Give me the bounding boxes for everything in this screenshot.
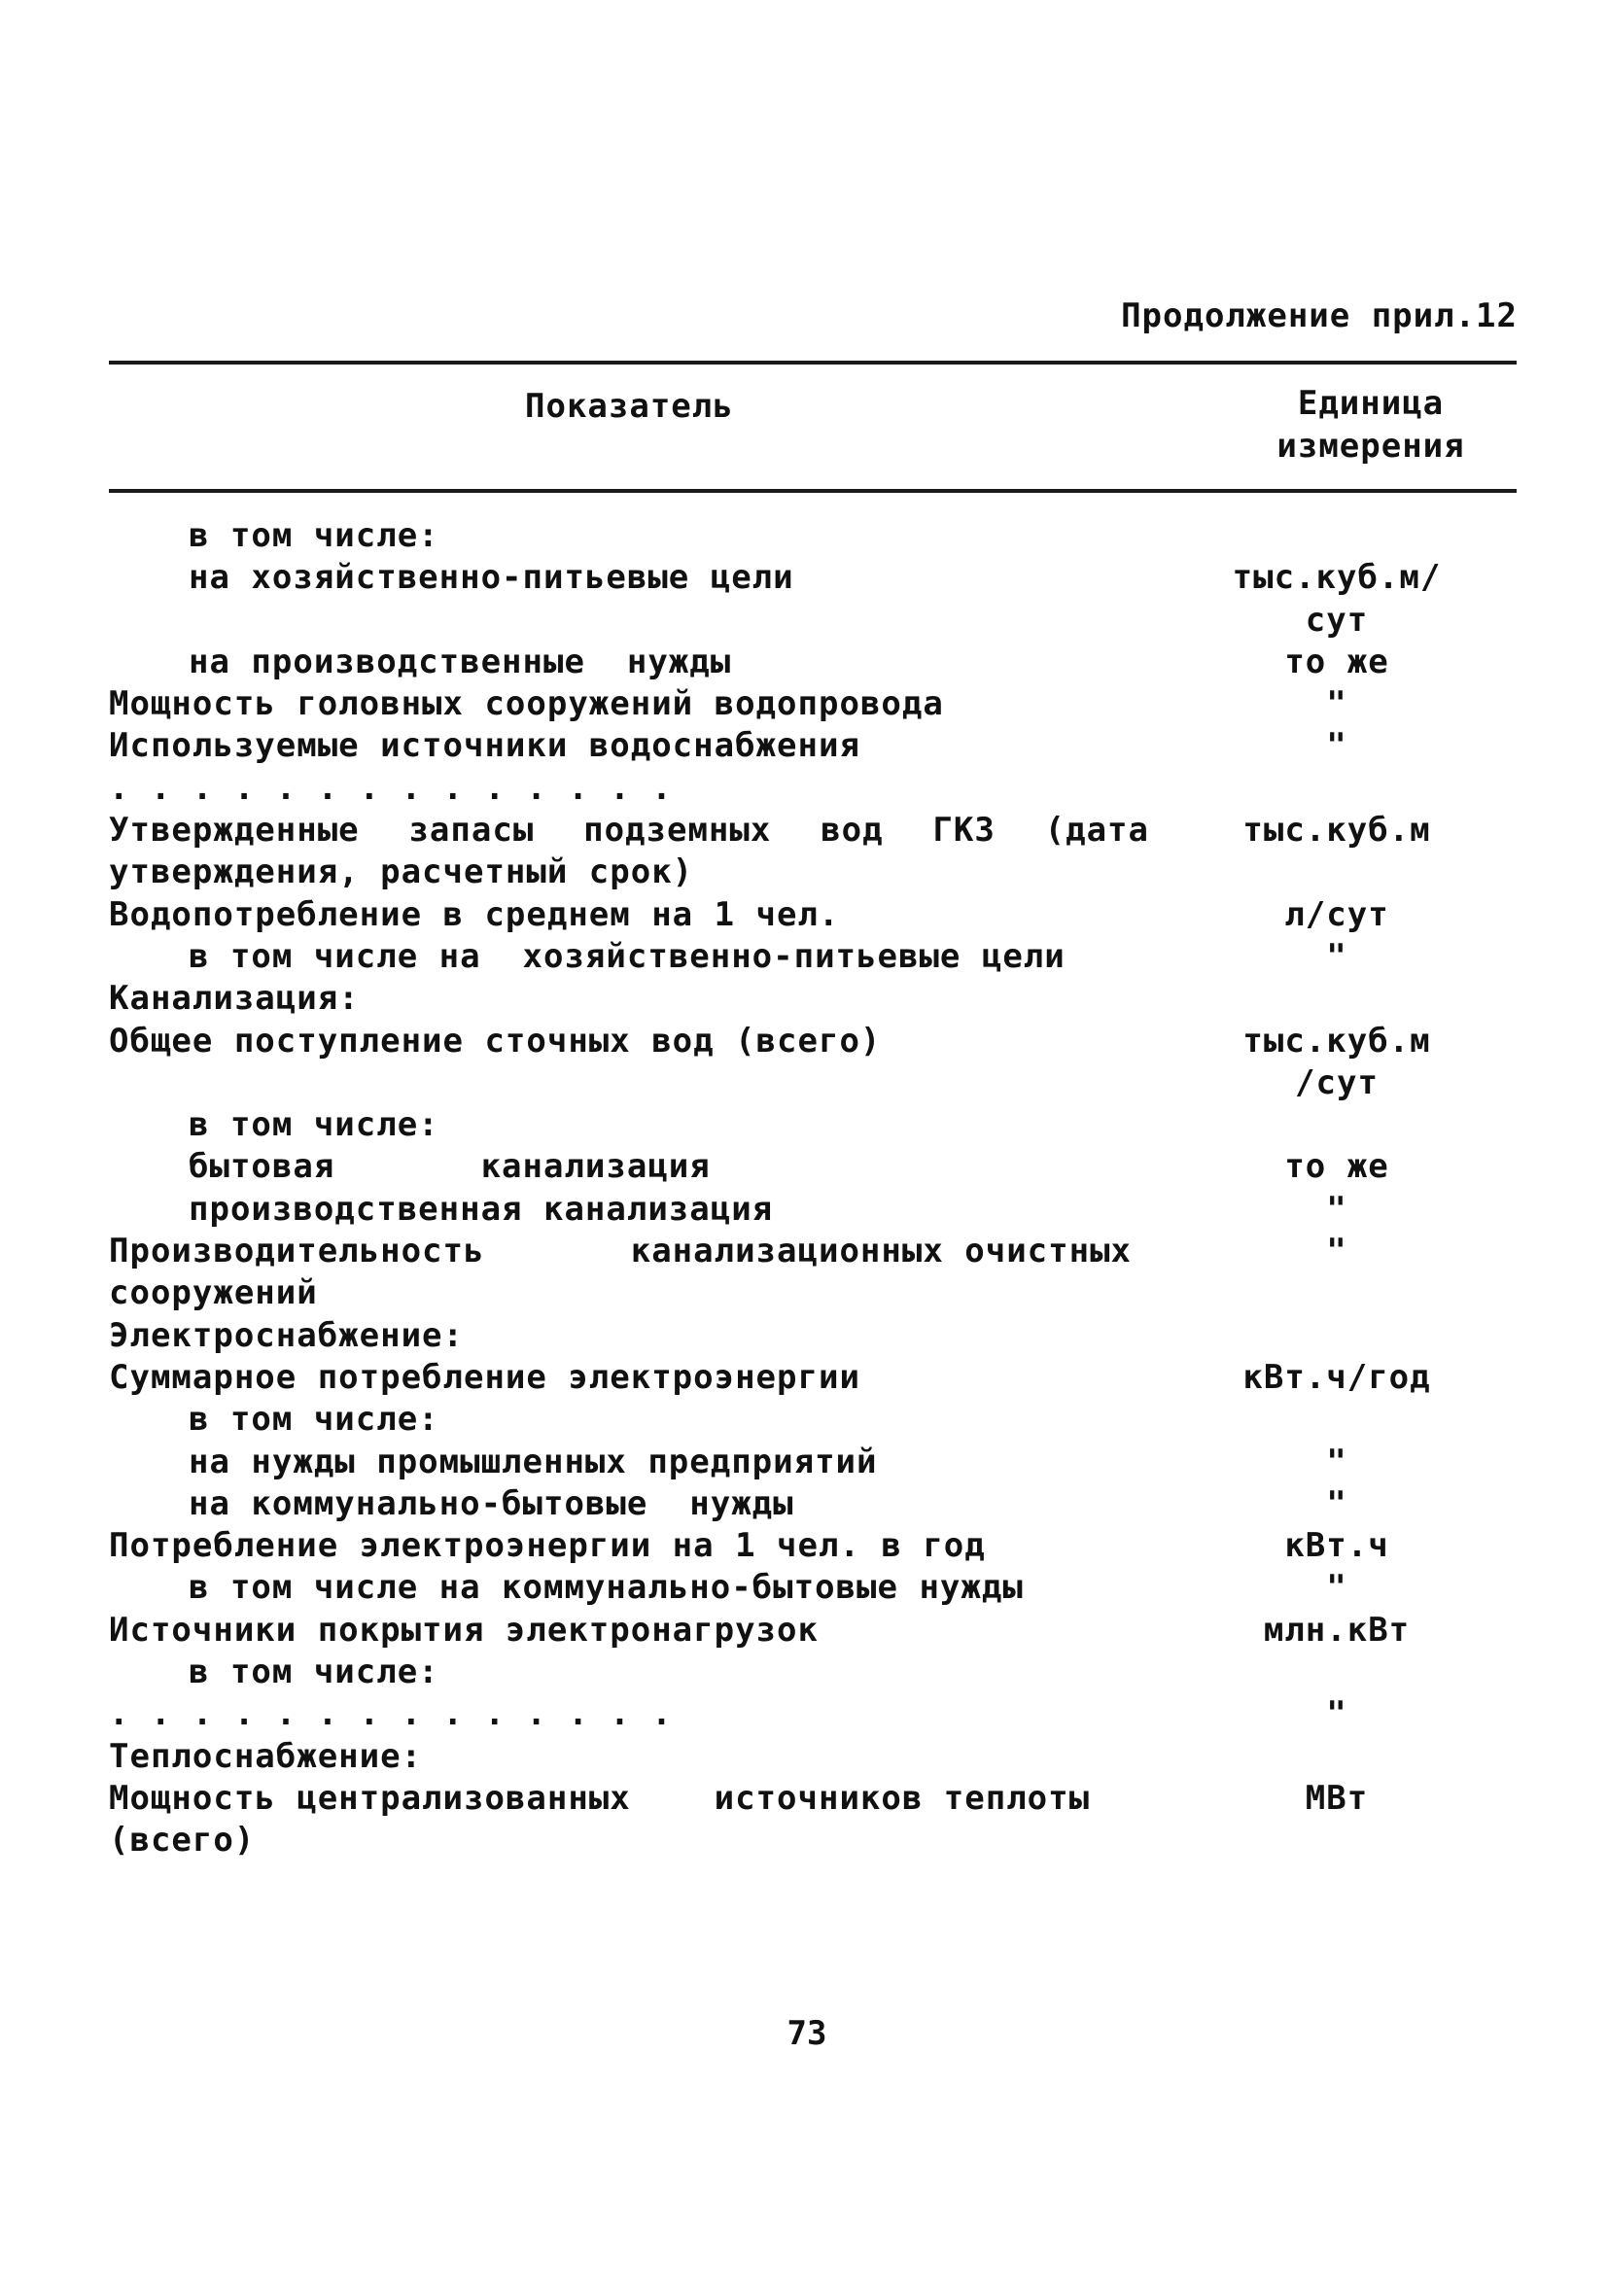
table-row [109, 1104, 1517, 1146]
header-unit-line1: Единица [1297, 384, 1445, 423]
unit-cell: " [1326, 726, 1347, 766]
table-row [109, 1736, 1517, 1778]
indicator-cell: Утвержденные запасы подземных вод ГКЗ (дата утверждения, расчетный срок) [109, 811, 1171, 892]
unit-cell: " [1326, 1568, 1347, 1608]
unit-cell: кВт.ч/год [1242, 1357, 1431, 1397]
unit-cell: млн.кВт [1263, 1610, 1411, 1650]
indicator-cell: Общее поступление сточных вод (всего) [109, 1021, 882, 1061]
indicator-cell: Используемые источники водоснабжения [109, 726, 860, 766]
unit-cell: тыс.куб.м [1242, 811, 1431, 851]
indicator-cell: Канализация: [109, 979, 360, 1019]
indicator-cell: производственная канализация [189, 1189, 774, 1229]
unit-cell: кВт.ч [1284, 1526, 1389, 1566]
indicator-cell: на хозяйственно-питьевые цели [189, 558, 794, 598]
header-unit [1225, 382, 1517, 468]
indicator-cell: в том числе: [189, 516, 439, 555]
indicator-cell: в том числе на хозяйственно-питьевые цели [189, 936, 1066, 976]
unit-cell: л/сут [1284, 894, 1389, 934]
unit-cell: тыс.куб.м /сут [1242, 1021, 1431, 1102]
table-row [109, 683, 1517, 725]
table-row [109, 810, 1517, 894]
unit-cell: то же [1284, 642, 1389, 681]
table-row [109, 1525, 1517, 1567]
table-row [109, 1146, 1517, 1188]
indicator-cell: на коммунально-бытовые нужды [189, 1483, 794, 1523]
unit-cell: " [1326, 1442, 1347, 1481]
indicator-cell: Суммарное потребление электроэнергии [109, 1357, 860, 1397]
table-row [109, 1357, 1517, 1399]
indicator-cell: . . . . . . . . . . . . . . [109, 1694, 673, 1734]
table-header-rule [109, 489, 1517, 493]
indicator-cell: . . . . . . . . . . . . . . [109, 768, 673, 808]
indicator-cell: Производительность канализационных очистных сооружений [109, 1232, 1153, 1313]
table-row [109, 557, 1517, 642]
table-top-rule [109, 361, 1517, 365]
unit-cell: " [1326, 1483, 1347, 1523]
table-row [109, 515, 1517, 557]
table-row [109, 1483, 1517, 1525]
table-row [109, 1315, 1517, 1357]
unit-cell: " [1326, 936, 1347, 976]
unit-cell: " [1326, 1232, 1347, 1271]
table-row [109, 1231, 1517, 1315]
table-row [109, 1652, 1517, 1693]
table-row [109, 894, 1517, 936]
unit-cell: тыс.куб.м/ сут [1232, 558, 1442, 640]
unit-cell: " [1326, 684, 1347, 724]
table-row [109, 642, 1517, 683]
table-row [109, 1610, 1517, 1652]
indicator-cell: на нужды промышленных предприятий [189, 1442, 878, 1481]
unit-cell: " [1326, 1189, 1347, 1229]
indicator-cell: Мощность централизованных источников теплоты (всего) [109, 1778, 1111, 1861]
indicator-cell: в том числе: [189, 1105, 439, 1145]
table-row [109, 1567, 1517, 1609]
indicator-cell: в том числе на коммунально-бытовые нужды [189, 1568, 1024, 1608]
indicator-cell: в том числе: [189, 1400, 439, 1440]
table-row [109, 1399, 1517, 1441]
unit-cell: МВт [1305, 1778, 1369, 1818]
indicator-cell: на производственные нужды [189, 642, 732, 681]
table-row [109, 768, 1517, 810]
unit-cell: то же [1284, 1147, 1389, 1187]
header-unit-line2: измерения [1276, 427, 1465, 466]
table-body [109, 515, 1517, 1862]
table-row [109, 1189, 1517, 1231]
indicator-cell: Водопотребление в среднем на 1 чел. [109, 894, 840, 934]
continuation-label: Продолжение прил.12 [1121, 296, 1518, 335]
indicator-cell: Электроснабжение: [109, 1315, 464, 1355]
table-row [109, 1021, 1517, 1105]
table-row [109, 936, 1517, 978]
indicator-cell: Источники покрытия электронагрузок [109, 1610, 819, 1650]
table-row [109, 1442, 1517, 1483]
indicator-cell: Потребление электроэнергии на 1 чел. в год [109, 1526, 986, 1566]
indicator-cell: Теплоснабжение: [109, 1736, 423, 1776]
indicator-cell: бытовая канализация [189, 1147, 711, 1187]
table-row [109, 1778, 1517, 1862]
page-number: 73 [787, 2014, 827, 2053]
table-row [109, 978, 1517, 1020]
table-row [109, 1693, 1517, 1735]
header-indicator: Показатель [525, 387, 734, 426]
table-row [109, 725, 1517, 767]
indicator-cell: в том числе: [189, 1652, 439, 1692]
indicator-cell: Мощность головных сооружений водопровода [109, 684, 944, 724]
unit-cell: " [1326, 1694, 1347, 1734]
